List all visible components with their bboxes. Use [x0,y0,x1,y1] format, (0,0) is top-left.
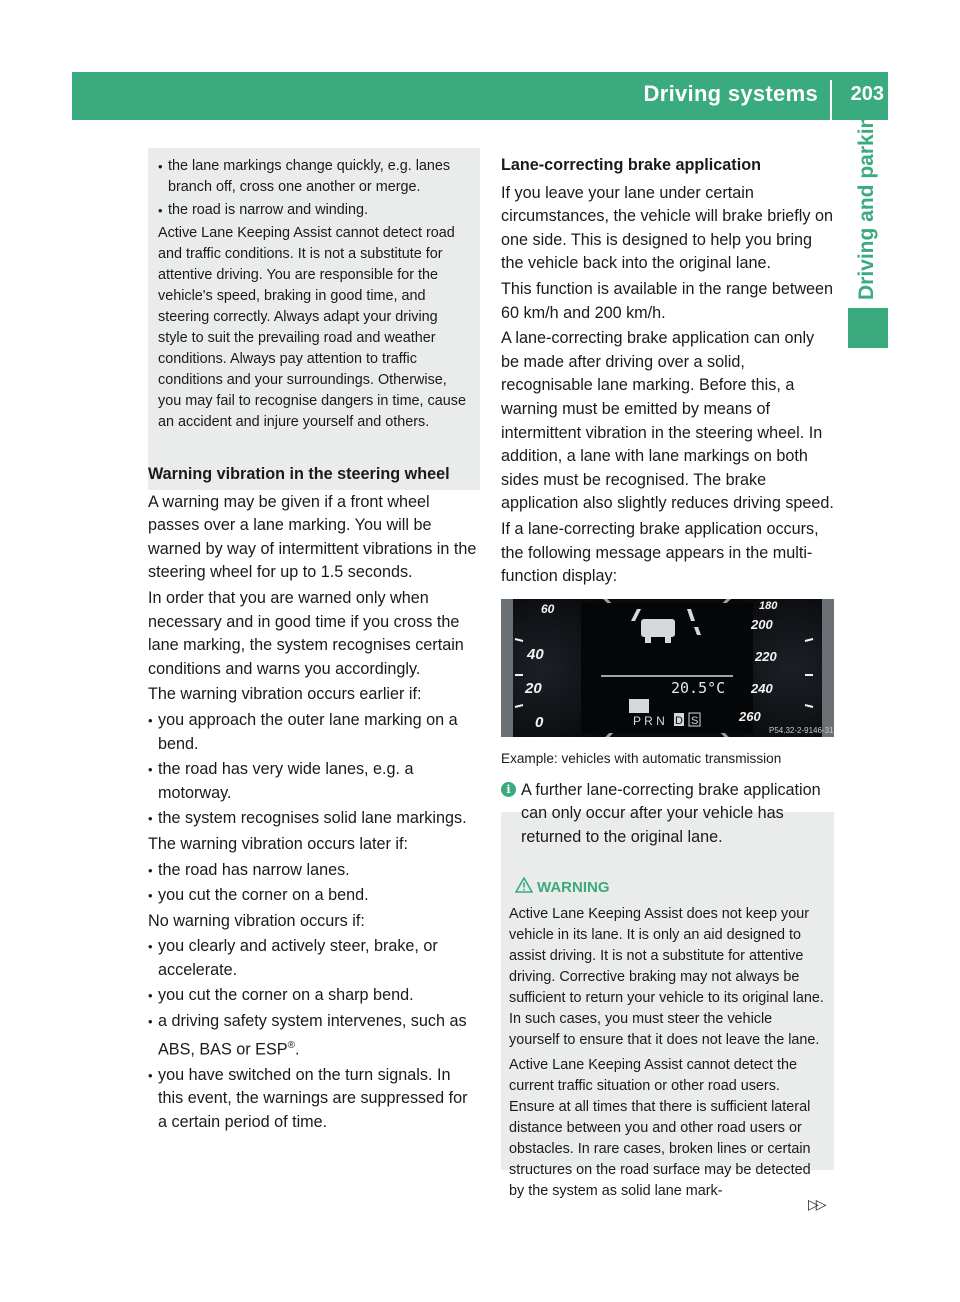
gear-indicator: P R N [633,713,665,728]
warning-content [501,877,834,1202]
photo-code: P54.32-2-9146-31 [769,725,834,735]
gear-d-letter: D [675,714,683,727]
dial-number: 40 [527,645,544,663]
side-tab-marker [848,308,888,348]
photo-caption: Example: vehicles with automatic transmission [501,750,782,766]
info-note [501,779,834,850]
list-item: • you approach the outer lane marking on a bend. [148,709,480,756]
dial-number: 260 [739,708,761,724]
paragraph: If you leave your lane under certain circumstances, the vehicle will brake briefly on one side. This is designed to help you bring the vehicle back into the original lane. [501,183,833,273]
left-column [148,150,480,1136]
list-item: • the road is narrow and winding. [158,200,470,221]
list-item: • the system recognises solid lane markings. [148,807,480,831]
continue-arrows-icon: ▷▷ [808,1196,824,1212]
warning-title: WARNING [537,879,610,897]
dial-number: 20 [525,679,542,697]
list-item: • you have switched on the turn signals. In this event, the warnings are suppressed for a certain period of time. [148,1064,480,1135]
paragraph: A warning may be given if a front wheel passes over a lane marking. You will be warned by way of intermittent vibrations in the steering wheel for up to 1.5 seconds. [148,492,477,582]
list-intro: The warning vibration occurs earlier if: [148,685,422,704]
instrument-cluster-photo [501,599,834,737]
registered-mark: ® [287,1039,295,1051]
list-item: • a driving safety system intervenes, such as ABS, BAS or ESP®. [148,1010,480,1062]
warning-paragraph: Active Lane Keeping Assist does not keep your vehicle in its lane. It is only an aid designed to assist driving. It is not a substitute for attentive driving. Corrective braking may not always be sufficient to return your vehicle to its original lane. In such cases, you must steer the vehicle yourself to ensure that it does not leave the lane. [509,906,824,1049]
section-heading: Lane-correcting brake application [501,156,761,174]
info-text: A further lane-correcting brake application can only occur after your vehicle has returned to the original lane. [521,780,821,846]
dial-number: 60 [541,601,555,616]
dial-number: 180 [759,599,778,612]
right-column [501,152,834,1204]
cluster-illustration [501,599,834,737]
list-item: • you clearly and actively steer, brake, or accelerate. [148,935,480,982]
list-item: • you cut the corner on a bend. [148,884,480,908]
dial-number: 240 [751,680,773,696]
paragraph: If a lane-correcting brake application occurs, the following message appears in the multi-function display: [501,519,819,586]
list-intro: No warning vibration occurs if: [148,911,365,930]
warning-heading [509,877,826,898]
header-bar [72,72,888,120]
list-item: • you cut the corner on a sharp bend. [148,984,480,1008]
paragraph: This function is available in the range between 60 km/h and 200 km/h. [501,279,834,322]
note-paragraph: Active Lane Keeping Assist cannot detect road and traffic conditions. It is not a substitute for attentive driving. You are responsible for the vehicle's speed, braking in good time, and steering correctly. Always adapt your driving style to suit the prevailing road and weather conditions. Always pay attention to traffic conditions and your surroundings. Otherwise, you may fail to recognise dangers in time, cause an accident and injure yourself and others. [158,225,466,430]
list-item: • the road has very wide lanes, e.g. a motorway. [148,758,480,805]
paragraph: In order that you are warned only when necessary and in good time if you cross the lane marking, the system recognises certain conditions and warns you accordingly. [148,588,464,678]
gear-s-letter: S [691,714,699,727]
list-item: • the road has narrow lanes. [148,859,480,883]
side-tab-label: Driving and parking [855,102,878,300]
list-intro: The warning vibration occurs later if: [148,834,409,853]
note-content [148,150,480,433]
page-number: 203 [850,83,884,105]
list-item: • the lane markings change quickly, e.g. lanes branch off, cross one another or merge. [158,156,470,198]
dial-number: 0 [535,713,544,731]
temperature-readout: 20.5°C [671,678,726,697]
header-divider [830,80,832,120]
dial-number: 220 [755,648,777,664]
warning-display-icon [629,699,649,713]
warning-paragraph: Active Lane Keeping Assist cannot detect the current traffic situation or other road users. Ensure at all times that there is sufficient lateral distance between you and other road users or obstacles. In rare cases, broken lines or certain structures on the road surface may be detected by the system as solid lane mark- [509,1057,811,1200]
paragraph: A lane-correcting brake application can only be made after driving over a solid, recognisable lane marking. Before this, a warning must be emitted by means of intermittent vibration in the steering wheel. In addition, a lane with lane markings on both sides must be recognised. The brake application also slightly reduces driving speed. [501,329,834,513]
list-item-text: a driving safety system intervenes, such as ABS, BAS or ESP [158,1012,467,1059]
section-title: Driving systems [643,81,818,106]
dial-number: 200 [751,616,773,632]
section-heading: Warning vibration in the steering wheel [148,465,450,483]
info-icon: i [501,782,516,797]
warning-triangle-icon [515,877,533,893]
